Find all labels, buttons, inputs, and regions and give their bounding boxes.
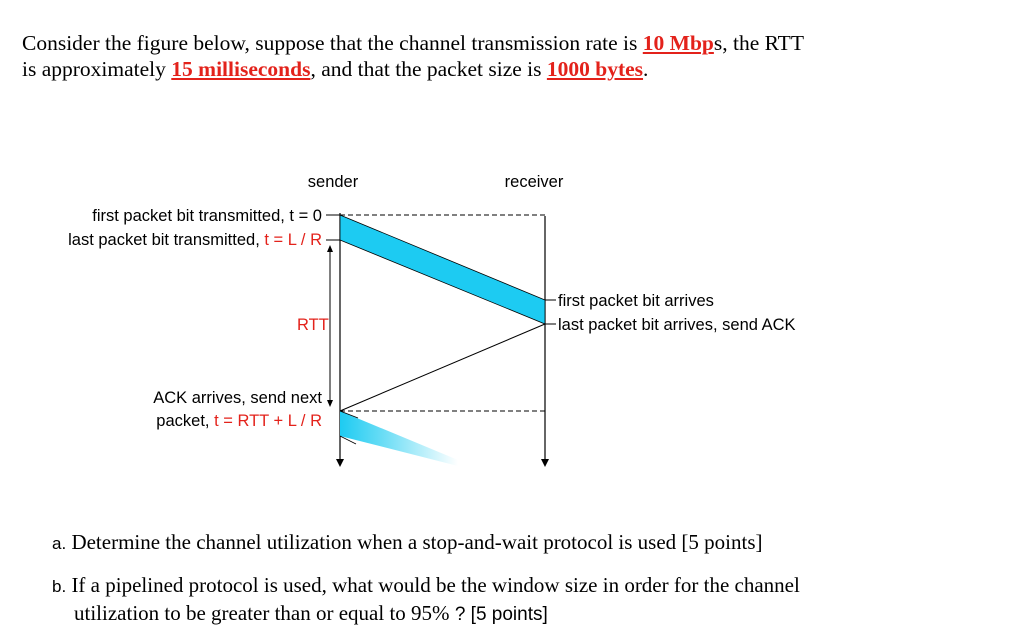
question-a [52, 529, 763, 557]
t-equals-rtt-plus-l-over-r: t = RTT + L / R [214, 412, 322, 430]
rtt-value: 15 milliseconds [171, 57, 311, 81]
ack-line [340, 324, 545, 411]
send-next-packet-label [156, 412, 322, 430]
ack-line-edge [340, 300, 545, 387]
first-bit-transmitted-label: first packet bit transmitted, t = 0 [92, 207, 322, 225]
first-bit-arrives-label: first packet bit arrives [558, 292, 714, 310]
question-b-text-line-1: If a pipelined protocol is used, what would be the window size in order for the channel [71, 573, 800, 597]
problem-line-1 [22, 30, 1002, 56]
label-text: packet, [156, 412, 215, 430]
question-b-points: ? [5 points] [449, 604, 548, 625]
question-b-marker: b. [52, 577, 67, 596]
size-value: 1000 bytes [546, 57, 644, 81]
intro-text: , and that the packet size is [310, 57, 547, 81]
rate-value: 10 Mbp [642, 31, 714, 55]
sender-label: sender [307, 173, 359, 191]
receiver-timeline [541, 216, 549, 467]
last-bit-transmitted-label [68, 231, 322, 249]
question-a-text: Determine the channel utilization when a stop-and-wait protocol is used [5 points] [71, 530, 763, 554]
label-text: last packet bit transmitted, [68, 231, 265, 249]
intro-text: is approximately [22, 57, 172, 81]
stop-and-wait-diagram [0, 150, 1024, 480]
last-bit-arrives-label: last packet bit arrives, send ACK [558, 316, 796, 334]
intro-text: s, the RTT [713, 31, 804, 55]
rtt-label: RTT [297, 316, 329, 334]
question-b-text: utilization to be greater than or equal to 95% [74, 601, 450, 625]
question-b-text-line-2 [52, 600, 800, 628]
receiver-label: receiver [504, 173, 564, 191]
question-a-marker: a. [52, 534, 67, 553]
packet-transmission-band [340, 215, 545, 324]
next-packet-band [340, 411, 458, 466]
problem-statement [22, 30, 1002, 82]
problem-line-2 [22, 56, 1002, 82]
intro-text: Consider the figure below, suppose that the channel transmission rate is [22, 31, 643, 55]
ack-arrives-label: ACK arrives, send next [153, 389, 322, 407]
question-b [52, 572, 800, 628]
t-equals-l-over-r: t = L / R [264, 231, 322, 249]
intro-text: . [643, 57, 649, 81]
